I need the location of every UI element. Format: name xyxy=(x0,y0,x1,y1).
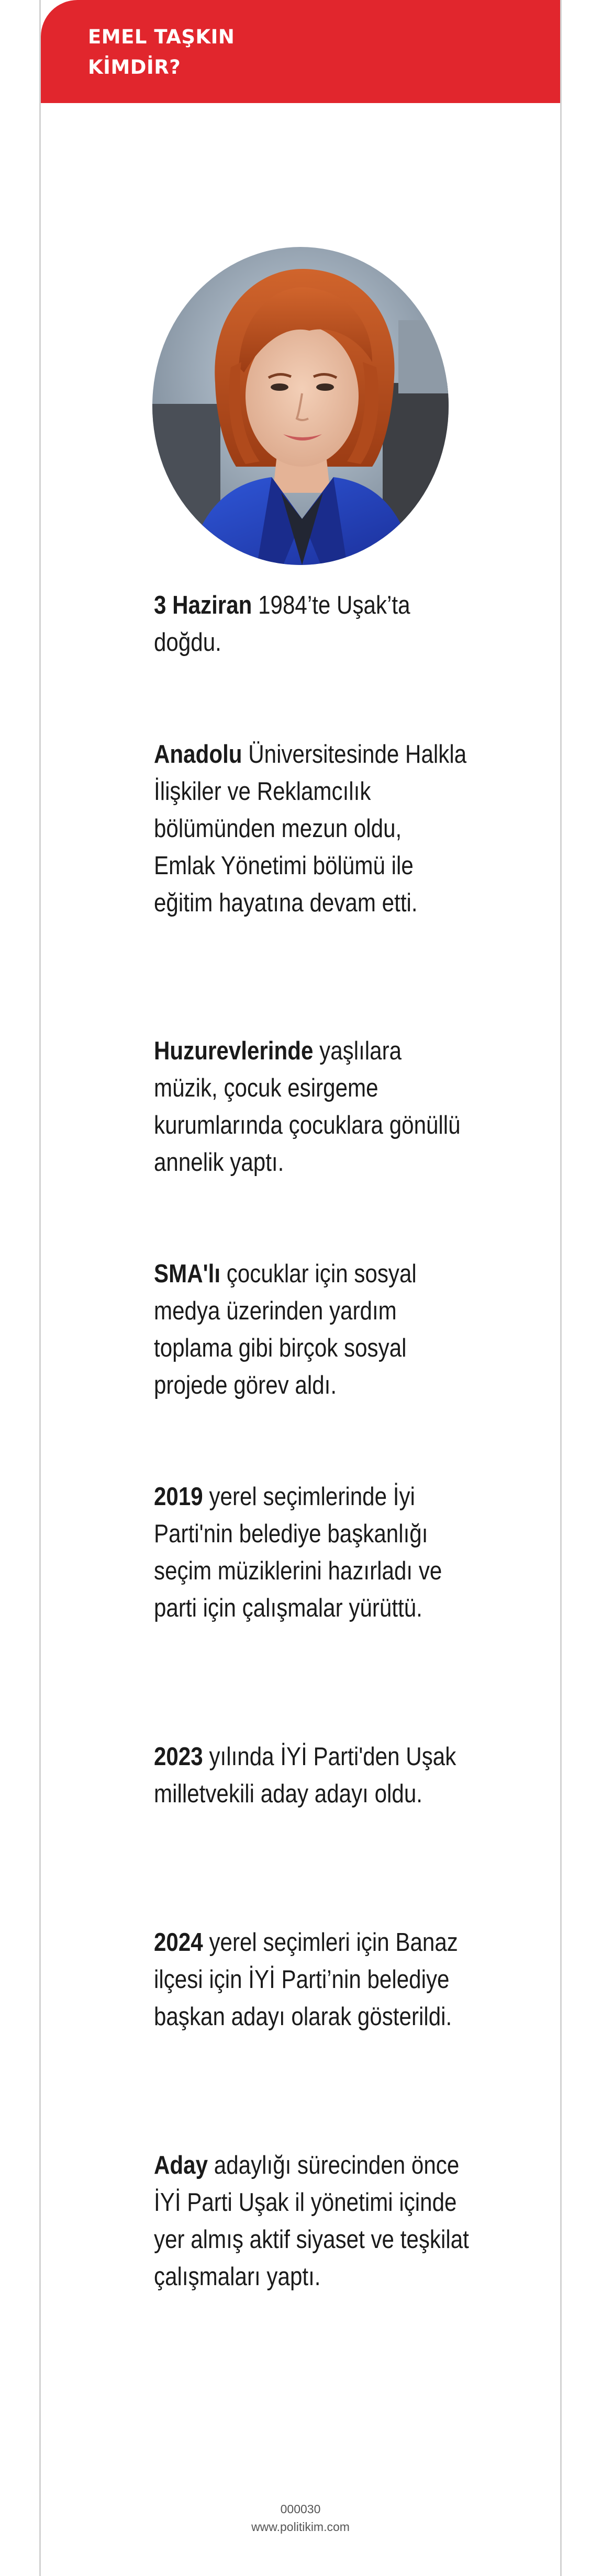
bio-entry-birth xyxy=(154,587,469,661)
bio-entry-highlight: Anadolu xyxy=(154,740,242,769)
page-title xyxy=(88,22,235,83)
bio-entry-sma xyxy=(154,1256,469,1404)
bio-entry-highlight: 2024 xyxy=(154,1928,203,1957)
bio-entry-highlight: 2019 xyxy=(154,1483,203,1511)
bio-entry-2024 xyxy=(154,1924,469,2036)
header-banner xyxy=(41,0,560,103)
bio-entry-text: yerel seçimlerinde İyi Parti'nin belediye başkanlığı seçim müziklerini hazırladı ve parti için çalışmalar yürüttü. xyxy=(154,1483,442,1622)
bio-entry-volunteering xyxy=(154,1033,469,1181)
portrait-illustration xyxy=(152,247,449,565)
bio-entry-text: Üniversitesinde Halkla İlişkiler ve Reklamcılık bölümünden mezun oldu, Emlak Yönetimi bölümü ile eğitim hayatına devam etti. xyxy=(154,740,467,917)
footer-website: www.politikim.com xyxy=(251,2520,350,2534)
bio-entry-education xyxy=(154,736,469,922)
bio-entry-highlight: Huzurevlerinde xyxy=(154,1037,314,1065)
bio-entry-2019 xyxy=(154,1478,469,1627)
bio-entry-text: yaşlılara müzik, çocuk esirgeme kurumlarında çocuklara gönüllü annelik yaptı. xyxy=(154,1037,461,1177)
bio-entry-text: adaylığı sürecinden önce İYİ Parti Uşak il yönetimi içinde yer almış aktif siyaset ve teşkilat çalışmaları yaptı. xyxy=(154,2151,469,2291)
title-line-question: KİMDİR? xyxy=(88,56,181,78)
bio-entry-text: yerel seçimleri için Banaz ilçesi için İYİ Parti’nin belediye başkan adayı olarak gösterildi. xyxy=(154,1928,458,2031)
footer xyxy=(41,2500,560,2536)
bio-entry-party-role xyxy=(154,2147,469,2296)
bio-entry-2023 xyxy=(154,1738,469,1813)
bio-entry-highlight: Aday xyxy=(154,2151,208,2179)
bio-entry-text: 1984’te Uşak’ta doğdu. xyxy=(154,591,410,657)
bio-entry-highlight: 3 Haziran xyxy=(154,591,252,619)
bio-entry-text: yılında İYİ Parti'den Uşak milletvekili aday adayı oldu. xyxy=(154,1743,456,1808)
footer-code: 000030 xyxy=(280,2502,321,2516)
bio-entry-highlight: 2023 xyxy=(154,1743,203,1771)
title-line-name: EMEL TAŞKIN xyxy=(88,26,235,48)
bio-entry-highlight: SMA'lı xyxy=(154,1260,221,1288)
bio-entry-text: çocuklar için sosyal medya üzerinden yardım toplama gibi birçok sosyal projede görev aldı. xyxy=(154,1260,417,1399)
profile-card xyxy=(39,0,562,2576)
portrait-photo xyxy=(152,247,449,565)
